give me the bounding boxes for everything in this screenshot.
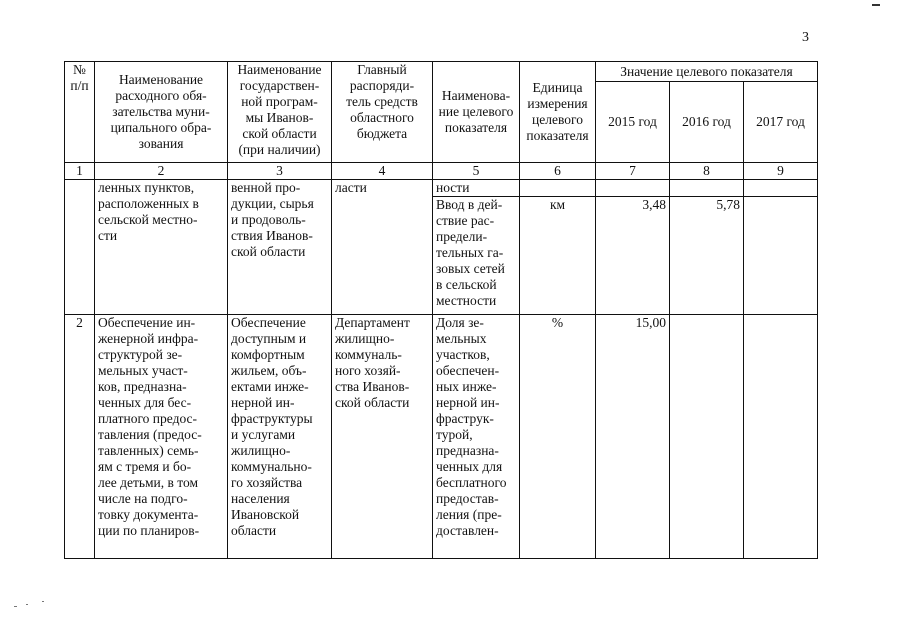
header-expense-obligation: Наименование расходного обя- зательства муни- ципального обра- зования	[95, 62, 228, 163]
table-row	[65, 180, 818, 197]
page-number: 3	[802, 30, 809, 45]
table-cell: венной про- дукции, сырья и продоволь- ствия Иванов- ской области	[228, 180, 332, 315]
table-cell: Обеспечение ин- женерной инфра- структурой зе- мельных участ- ков, предназна- ченных для бес- платного предос- тавления (предос- тавленных) семь- ям с тремя и бо- лее детьми, в том числе на подго- товку документа- ции по планиров-	[95, 315, 228, 559]
scan-speck	[26, 604, 28, 605]
header-year-2015: 2015 год	[596, 82, 670, 163]
table-cell: Департамент жилищно- коммуналь- ного хозяй- ства Иванов- ской области	[332, 315, 433, 559]
table-cell	[520, 180, 596, 197]
table-cell: 3,48	[596, 197, 670, 315]
column-number: 3	[228, 163, 332, 180]
header-indicator-name: Наименова- ние целевого показателя	[433, 62, 520, 163]
column-number: 2	[95, 163, 228, 180]
column-number: 9	[744, 163, 818, 180]
table-cell	[744, 315, 818, 559]
column-number: 4	[332, 163, 433, 180]
header-unit: Единица измерения целевого показателя	[520, 62, 596, 163]
table-cell: Ввод в дей- ствие рас- предели- тельных га- зовых сетей в сельской местности	[433, 197, 520, 315]
header-year-2016: 2016 год	[670, 82, 744, 163]
column-number: 7	[596, 163, 670, 180]
table-cell	[670, 315, 744, 559]
table-cell	[670, 180, 744, 197]
table-cell: ности	[433, 180, 520, 197]
column-number: 8	[670, 163, 744, 180]
scan-speck	[42, 601, 44, 602]
table-cell: 15,00	[596, 315, 670, 559]
column-number: 1	[65, 163, 95, 180]
header-number: № п/п	[65, 62, 95, 163]
table-cell: 5,78	[670, 197, 744, 315]
table-cell: км	[520, 197, 596, 315]
header-year-2017: 2017 год	[744, 82, 818, 163]
column-number: 6	[520, 163, 596, 180]
table-cell: %	[520, 315, 596, 559]
scan-speck	[14, 606, 17, 607]
scan-mark	[872, 4, 880, 6]
table-row	[65, 315, 818, 559]
table-cell	[744, 197, 818, 315]
header-budget-manager: Главный распоряди- тель средств областного бюджета	[332, 62, 433, 163]
table-cell: Обеспечение доступным и комфортным жильем, объ- ектами инже- нерной ин- фраструктуры и услугами жилищно- коммунально- го хозяйства населения Ивановской области	[228, 315, 332, 559]
header-state-program: Наименование государствен- ной програм- мы Иванов- ской области (при наличии)	[228, 62, 332, 163]
table-cell	[596, 180, 670, 197]
header-row-1	[65, 62, 818, 82]
table-cell: ласти	[332, 180, 433, 315]
table-cell: 2	[65, 315, 95, 559]
header-indicator-value-group: Значение целевого показателя	[596, 62, 818, 82]
table-cell	[744, 180, 818, 197]
table-cell: Доля зе- мельных участков, обеспечен- ных инже- нерной ин- фраструк- турой, предназна- ченных для бесплатного предостав- ления (пре- доставлен-	[433, 315, 520, 559]
column-number-row	[65, 163, 818, 180]
table-cell: ленных пунктов, расположенных в сельской местно- сти	[95, 180, 228, 315]
indicator-table	[64, 61, 818, 559]
column-number: 5	[433, 163, 520, 180]
table-cell	[65, 180, 95, 315]
